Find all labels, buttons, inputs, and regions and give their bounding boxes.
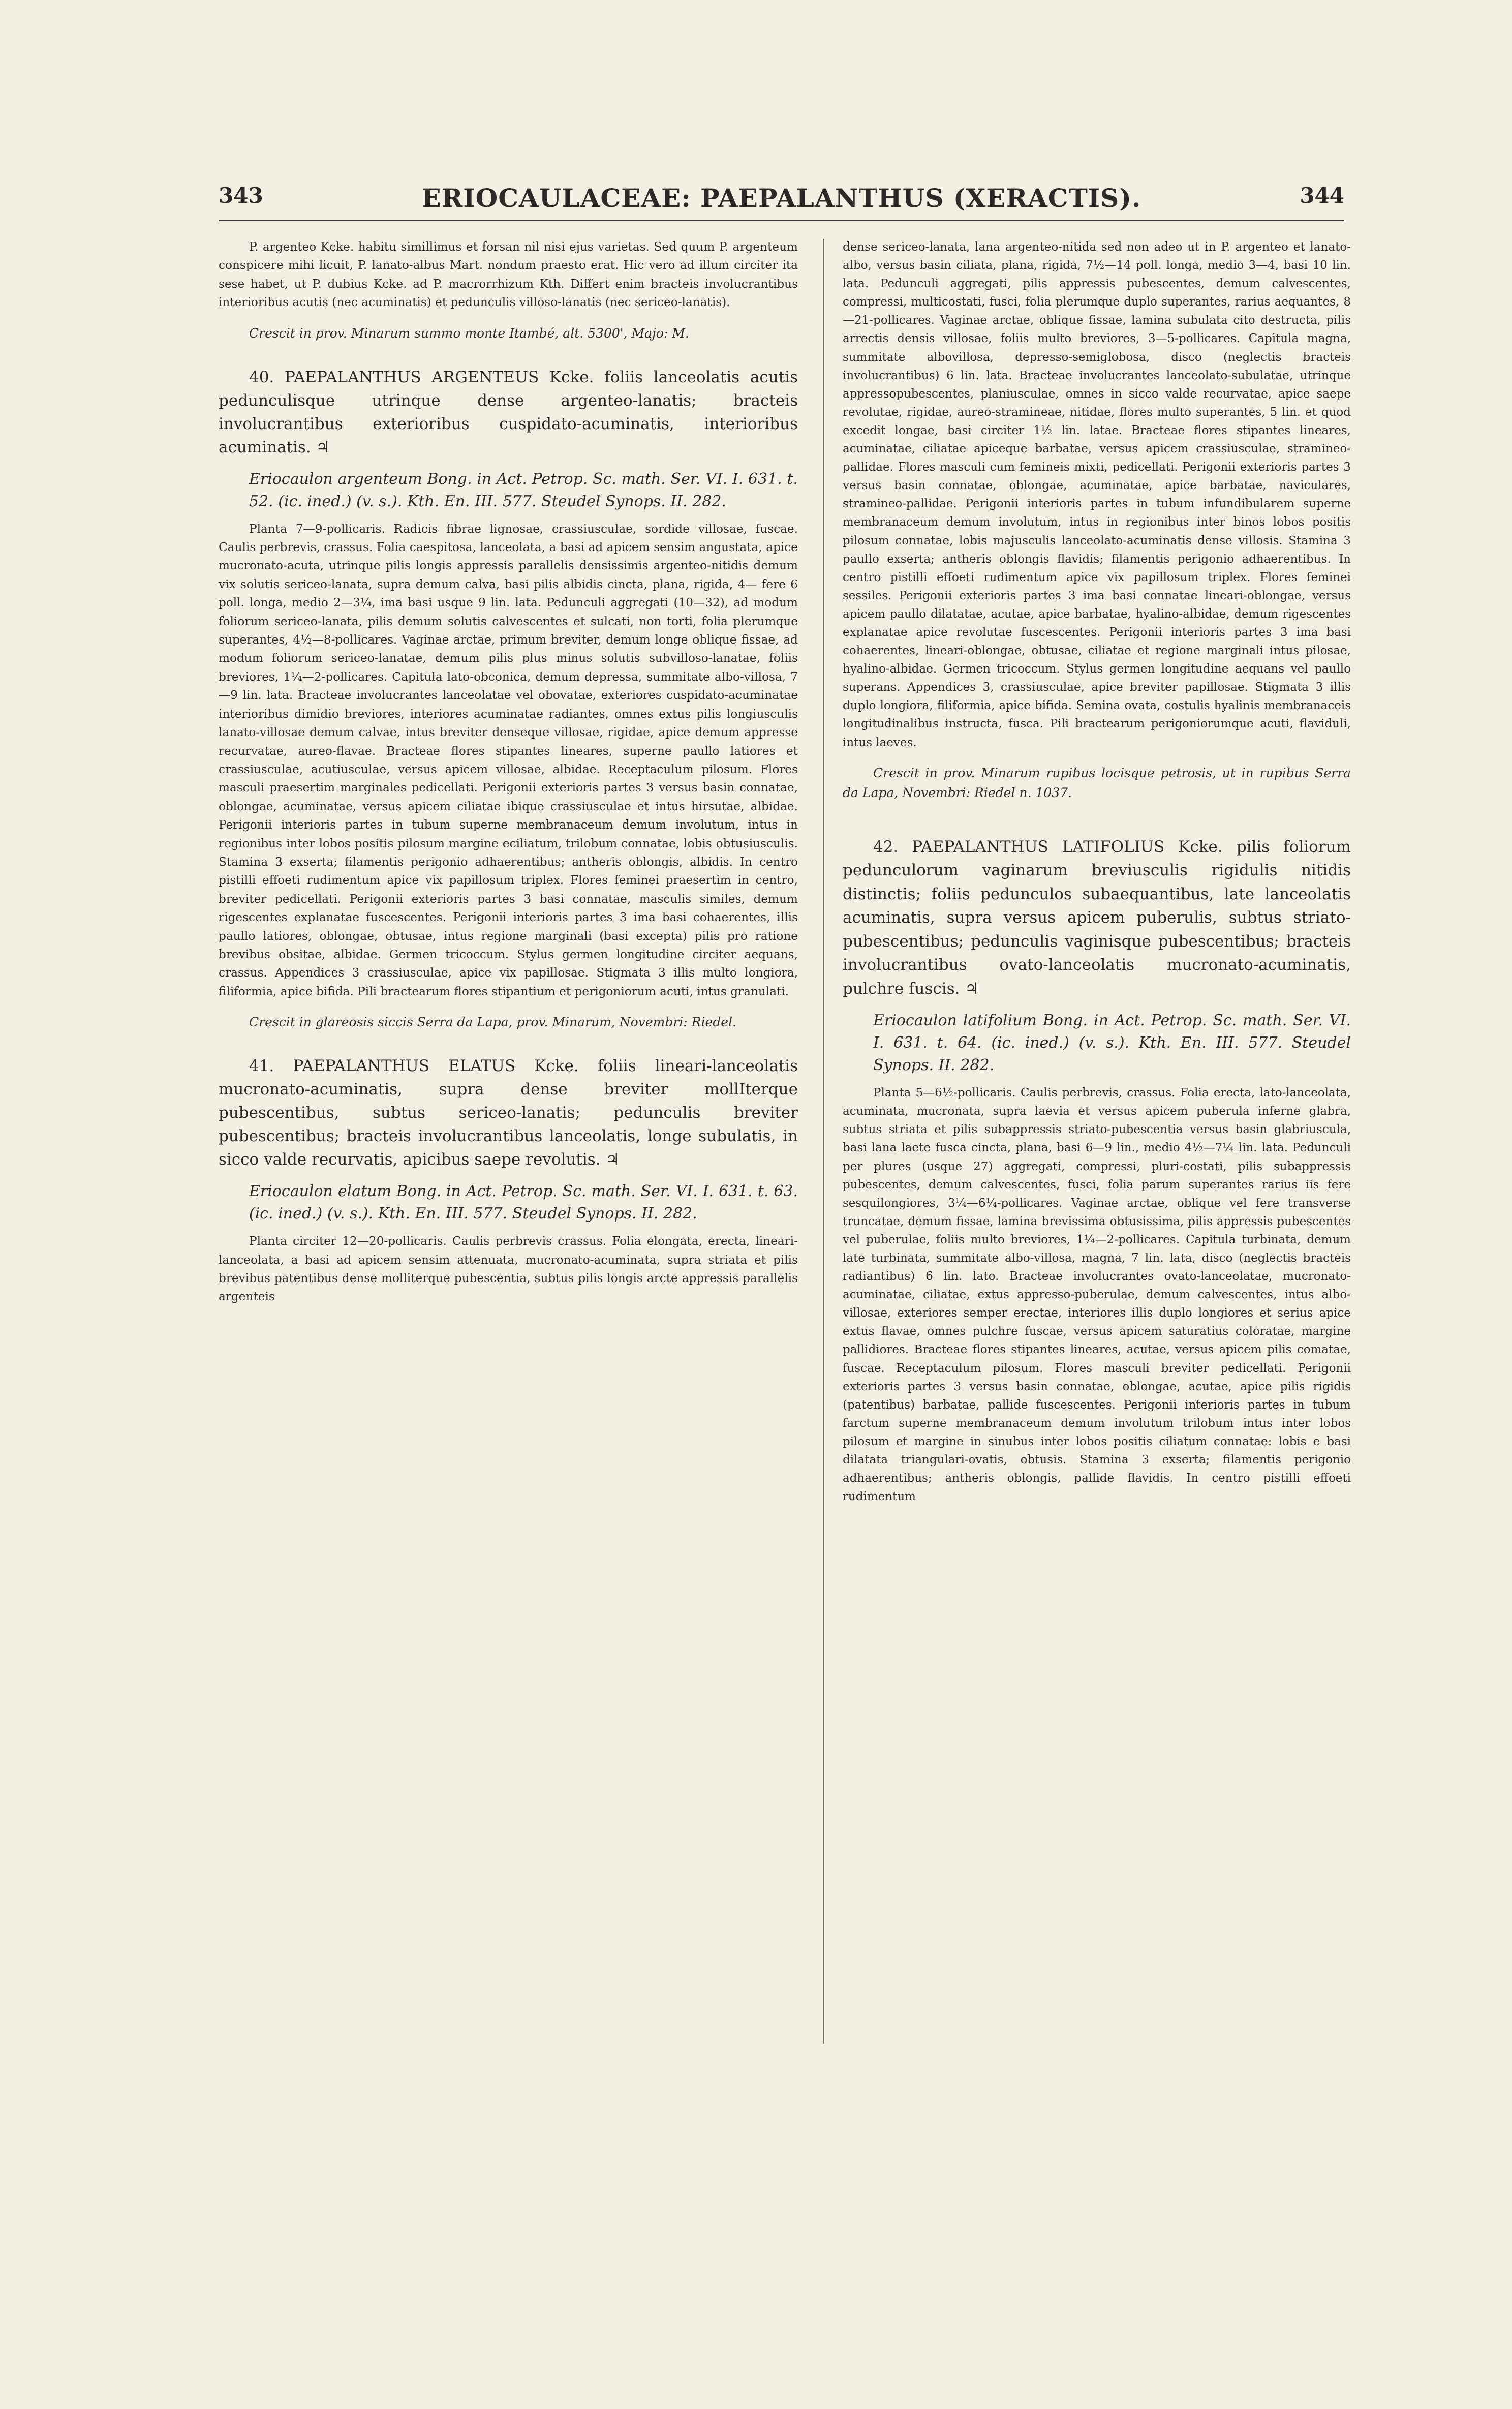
species-40-description: Planta 7—9-pollicaris. Radicis fibrae lignosae, crassiusculae, sordide villosae, fuscae. Caulis perbrevis, crassus. Folia caespitosa, lanceolata, a basi ad apicem sensim angustata, apice mucronato-acuta, utrinque pilis longis appressis parallelis densissimis argenteo-nitidis demum vix solutis sericeo-lanata, supra demum calva, basi pilis albidis cincta, plana, rigida, 4— fere 6 poll. longa, medio 2—3¼, ima basi usque 9 lin. lata. Pedunculi aggregati (10—32), ad modum foliorum sericeo-lanata, pilis demum solutis calvescentes et sulcati, non torti, folia plerumque superantes, 4½—8-pollicares. Vaginae arctae, primum breviter, demum longe oblique fissae, ad modum foliorum sericeo-lanatae, demum pilis plus minus solutis subvilloso-lanatae, foliis breviores, 1¼—2-pollicares. Capitula lato-obconica, demum depressa, summitate albo-villosa, 7—9 lin. lata. Bracteae involucrantes lanceolatae vel obovatae, exteriores cuspidato-acuminatae interioribus dimidio breviores, interiores acuminatae radiantes, omnes extus pilis longiusculis lanato-villosae demum calvae, intus breviter denseque villosae, rigidae, apice demum appresse recurvatae, aureo-flavae. Bracteae flores stipantes lineares, superne paullo latiores et crassiusculae, acutiusculae, versus apicem villosae, albidae. Receptaculum pilosum. Flores masculi praesertim marginales pedicellati. Perigonii exterioris partes 3 versus basin connatae, oblongae, acuminatae, versus apicem ciliatae ibique crassiusculae et intus hirsutae, albidae. Perigonii interioris partes in tubum superne membranaceum demum involutum, intus in regionibus inter lobos positis pilosum margine eciliatum, trilobum connatae, lobis obtusiusculis. Stamina 3 exserta; filamentis perigonio adhaerentibus; antheris oblongis, albidis. In centro pistilli effoeti rudimentum apice vix papillosum triplex. Flores feminei praesertim in centro, breviter pedicellati. Perigonii exterioris partes 3 basi connatae, masculis similes, demum rigescentes explanatae fuscescentes. Perigonii interioris partes 3 ima basi cohaerentes, illis paullo latiores, oblongae, obtusae, intus regione marginali (basi excepta) pilis pro ratione brevibus obsitae, albidae. Germen tricoccum. Stylus germen longitudine circiter aequans, crassus. Appendices 3 crassiusculae, apice vix papillosae. Stigmata 3 illis multo longiora, filiformia, apice bifida. Pili bractearum flores stipantium et perigoniorum acuti, intus granulati.: [219, 522, 798, 998]
page-header: [219, 183, 1344, 214]
locality-39: Crescit in prov. Minarum summo monte Itambé, alt. 5300', Majo: M.: [249, 325, 689, 341]
species-41-description-start: Planta circiter 12—20-pollicaris. Caulis perbrevis crassus. Folia elongata, erecta, lineari-lanceolata, a basi ad apicem sensim attenuata, mucronato-acuminata, supra striata et pilis brevibus patentibus dense molliterque pubescentia, subtus pilis longis arcte appressis parallelis argenteis: [219, 1234, 798, 1304]
species-40-heading: 40. PAEPALANTHUS ARGENTEUS Kcke. foliis lanceolatis acutis pedunculisque utrinque dense argenteo-lanatis; bracteis involucrantibus exterioribus cuspidato-acuminatis, interioribus acuminatis. ♃: [219, 368, 798, 456]
species-41-synonymy: Eriocaulon elatum Bong. in Act. Petrop. Sc. math. Ser. VI. I. 631. t. 63. (ic. ined.) (v. s.). Kth. En. III. 577. Steudel Synops. II. 282.: [249, 1182, 798, 1223]
species-40-locality: Crescit in glareosis siccis Serra da Lapa, prov. Minarum, Novembri: Riedel.: [249, 1015, 737, 1030]
page-number-left: 343: [219, 183, 263, 208]
species-41-locality: Crescit in prov. Minarum rupibus locisque petrosis, ut in rupibus Serra da Lapa, Novembri: Riedel n. 1037.: [843, 765, 1351, 800]
species-42-heading: 42. PAEPALANTHUS LATIFOLIUS Kcke. pilis foliorum pedunculorum vaginarum breviusculis rigidulis nitidis distinctis; foliis pedunculos subaequantibus, late lanceolatis acuminatis, supra versus apicem puberulis, subtus striato-pubescentibus; pedunculis vaginisque pubescentibus; bracteis involucrantibus ovato-lanceolatis mucronato-acuminatis, pulchre fuscis. ♃: [843, 837, 1351, 998]
species-40-synonymy: Eriocaulon argenteum Bong. in Act. Petrop. Sc. math. Ser. VI. I. 631. t. 52. (ic. ined.) (v. s.). Kth. En. III. 577. Steudel Synops. II. 282.: [249, 470, 798, 510]
species-42-description: Planta 5—6½-pollicaris. Caulis perbrevis, crassus. Folia erecta, lato-lanceolata, acuminata, mucronata, supra laevia et versus apicem puberula inferne glabra, subtus striata et pilis subappressis striato-pubescentia versus basin glabriuscula, basi lana laete fusca cincta, plana, basi 6—9 lin., medio 4½—7¼ lin. lata. Pedunculi per plures (usque 27) aggregati, compressi, pluri-costati, pilis subappressis pubescentes, demum calvescentes, fusci, folia parum superantes rarius iis fere sesquilongiores, 3¼—6¼-pollicares. Vaginae arctae, oblique vel fere transverse truncatae, demum fissae, lamina brevissima obtusissima, pilis appressis pubescentes vel puberulae, foliis multo breviores, 1¼—2-pollicares. Capitula turbinata, demum late turbinata, summitate albo-villosa, magna, 7 lin. lata, disco (neglectis bracteis radiantibus) 6 lin. lato. Bracteae involucrantes ovato-lanceolatae, mucronato-acuminatae, ciliatae, extus appresso-puberulae, demum calvescentes, intus albo-villosae, exteriores semper erectae, interiores illis duplo longiores et serius apice extus flavae, omnes pulchre fuscae, versus apicem saturatius coloratae, margine pallidiores. Bracteae flores stipantes lineares, acutae, versus apicem pilis comatae, fuscae. Receptaculum pilosum. Flores masculi breviter pedicellati. Perigonii exterioris partes 3 versus basin connatae, oblongae, acutae, apice pilis rigidis (patentibus) barbatae, pallide fuscescentes. Perigonii interioris partes in tubum farctum superne membranaceum demum involutum trilobum intus inter lobos pilosum et margine in sinubus inter lobos positis ciliatum connatae: lobis e basi dilatata triangulari-ovatis, obtusis. Stamina 3 exserta; filamentis perigonio adhaerentibus; antheris oblongis, pallide flavidis. In centro pistilli effoeti rudimentum: [843, 1086, 1351, 1504]
header-rule: [219, 220, 1344, 221]
left-column: [219, 238, 798, 1314]
running-title: ERIOCAULACEAE: PAEPALANTHUS (XERACTIS).: [421, 183, 1141, 213]
column-divider: [823, 239, 824, 2044]
species-41-description-continued: dense sericeo-lanata, lana argenteo-nitida sed non adeo ut in P. argenteo et lanato-albo, versus basin ciliata, plana, rigida, 7½—14 poll. longa, medio 3—4, basi 10 lin. lata. Pedunculi aggregati, pilis appressis pubescentes, demum calvescentes, compressi, multicostati, fusci, folia plerumque duplo superantes, rarius aequantes, 8—21-pollicares. Vaginae arctae, oblique fissae, lamina subulata cito destructa, pilis arrectis densis villosae, foliis multo breviores, 3—5-pollicares. Capitula magna, summitate albovillosa, depresso-semiglobosa, disco (neglectis bracteis involucrantibus) 6 lin. lata. Bracteae involucrantes lanceolato-subulatae, utrinque appressopubescentes, planiusculae, omnes in sicco valde recurvatae, apice saepe revolutae, rigidae, aureo-stramineae, nitidae, flores multo superantes, 5 lin. et quod excedit longae, basi circiter 1½ lin. latae. Bracteae flores stipantes lineares, acuminatae, ciliatae apiceque barbatae, versus apicem crassiusculae, stramineo-pallidae. Flores masculi cum femineis mixti, pedicellati. Perigonii exterioris partes 3 versus basin connatae, oblongae, acuminatae, apice barbatae, naviculares, stramineo-pallidae. Perigonii interioris partes in tubum infundibularem superne membranaceum demum involutum, intus in regionibus inter binos lobos positis pilosum connatae, lobis majusculis lanceolato-acuminatis dense villosis. Stamina 3 paullo exserta; antheris oblongis flavidis; filamentis perigonio adhaerentibus. In centro pistilli effoeti rudimentum apice vix papillosum triplex. Flores feminei sessiles. Perigonii exterioris partes 3 ima basi connatae lineari-oblongae, versus apicem paullo dilatatae, acutae, apice barbatae, hyalino-albidae, demum rigescentes explanatae apice revolutae fuscescentes. Perigonii interioris partes 3 ima basi cohaerentes, lineari-oblongae, obtusae, ciliatae et regione marginali intus pilosae, hyalino-albidae. Germen tricoccum. Stylus germen longitudine aequans vel paullo superans. Appendices 3, crassiusculae, apice breviter papillosae. Stigmata 3 illis duplo longiora, filiformia, apice bifida. Semina ovata, costulis hyalinis membranaceis longitudinalibus instructa, fusca. Pili bractearum perigoniorumque acuti, flaviduli, intus laeves.: [843, 240, 1351, 749]
page-number-right: 344: [1300, 183, 1344, 208]
right-column: [843, 238, 1351, 1513]
species-42-synonymy: Eriocaulon latifolium Bong. in Act. Petrop. Sc. math. Ser. VI. I. 631. t. 64. (ic. ined.) (v. s.). Kth. En. III. 577. Steudel Synops. II. 282.: [873, 1012, 1351, 1075]
species-41-heading: 41. PAEPALANTHUS ELATUS Kcke. foliis lineari-lanceolatis mucronato-acuminatis, supra dense breviter mollIterque pubescentibus, subtus sericeo-lanatis; pedunculis breviter pubescentibus; bracteis involucrantibus lanceolatis, longe subulatis, in sicco valde recurvatis, apicibus saepe revolutis. ♃: [219, 1057, 798, 1169]
paragraph-note-39: P. argenteo Kcke. habitu simillimus et forsan nil nisi ejus varietas. Sed quum P. argenteum conspicere mihi licuit, P. lanato-albus Mart. nondum praesto erat. Hic vero ad illum circiter ita sese habet, ut P. dubius Kcke. ad P. macrorrhizum Kth. Differt enim bracteis involucrantibus interioribus acutis (nec acuminatis) et pedunculis villoso-lanatis (nec sericeo-lanatis).: [219, 240, 798, 310]
